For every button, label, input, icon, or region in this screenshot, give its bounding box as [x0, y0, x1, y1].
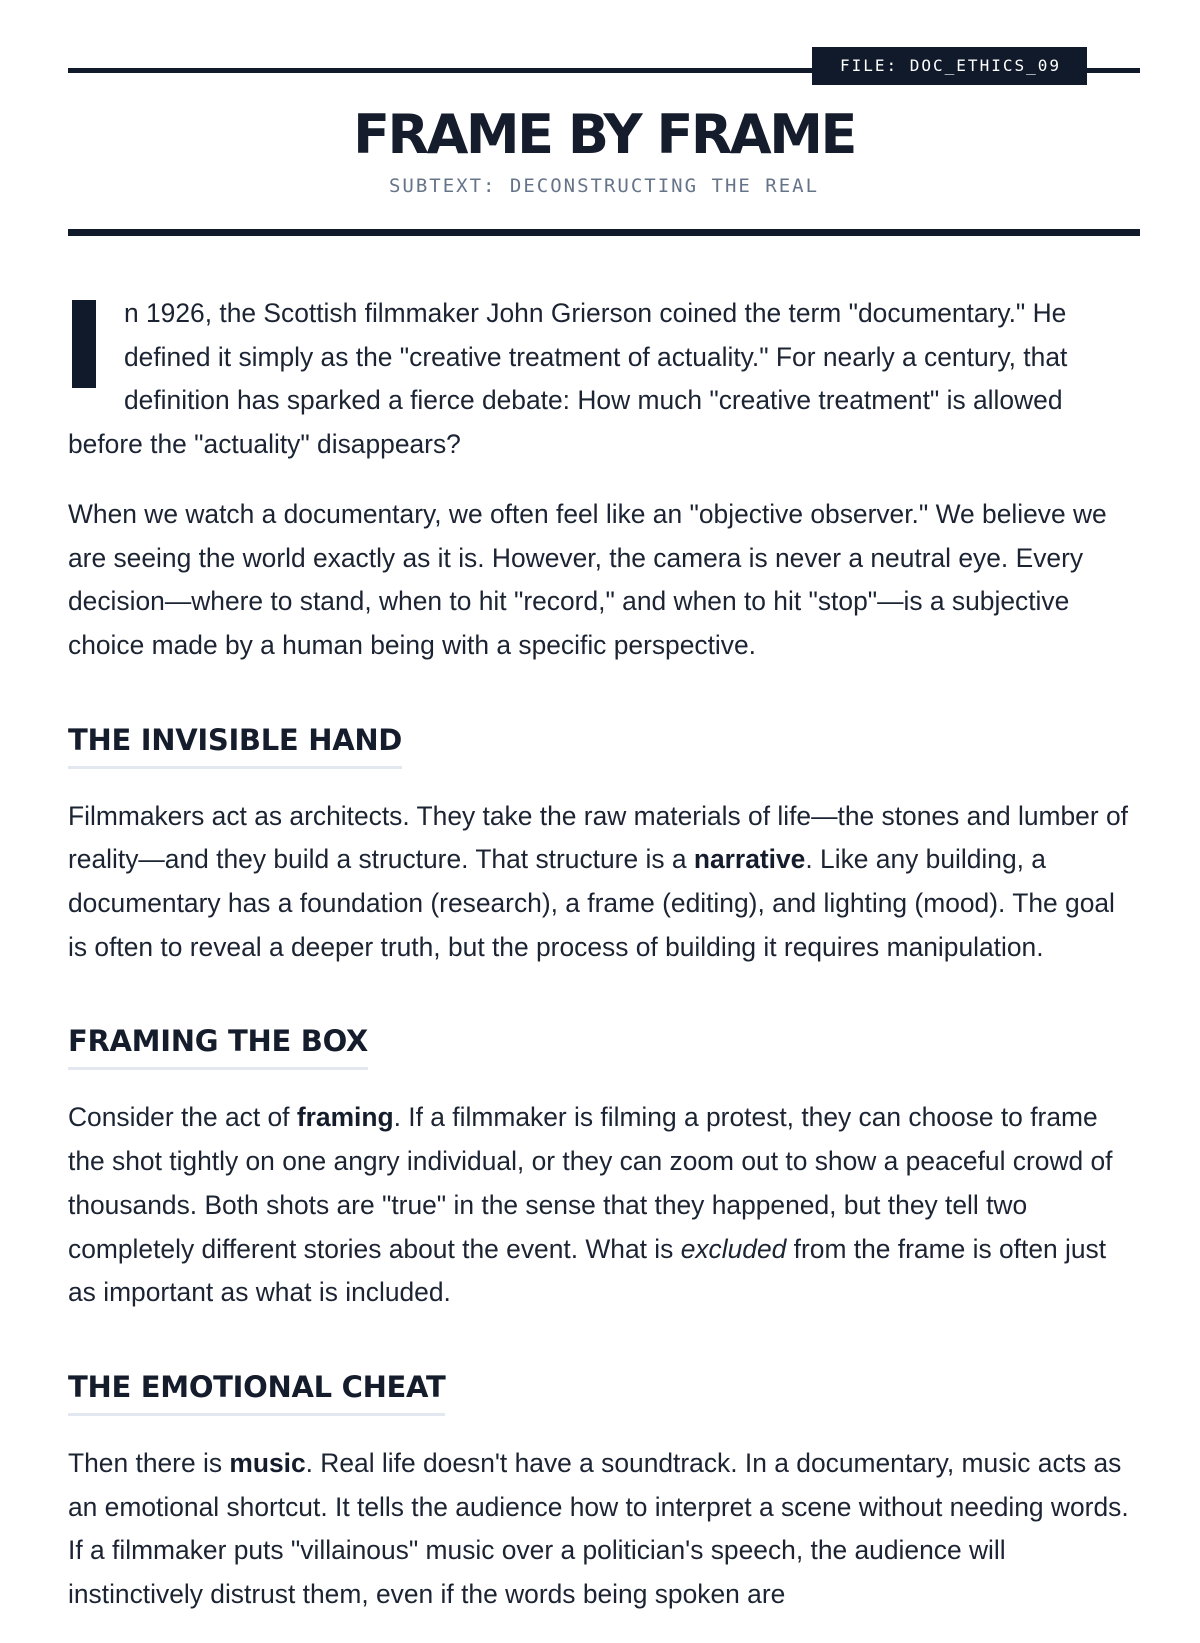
section-paragraph [68, 1096, 1140, 1315]
file-tag: FILE: DOC_ETHICS_09 [812, 47, 1087, 85]
paragraph-text: . If a filmmaker is filming a protest, they can choose to frame the shot tightly on one angry individual, or they can zoom out to show a peaceful crowd of thousands. Both shots are "true" in the sense that they happened, but they tell two completely different stories about the event. What is [68, 1102, 1113, 1264]
section-heading: FRAMING THE BOX [68, 1021, 368, 1070]
drop-cap [72, 300, 96, 388]
section-heading: THE EMOTIONAL CHEAT [68, 1367, 445, 1416]
italic-term: excluded [680, 1233, 787, 1264]
page-subtitle: SUBTEXT: DECONSTRUCTING THE REAL [388, 175, 820, 197]
section-invisible-hand [68, 694, 1140, 970]
article-body [68, 292, 1140, 1617]
paragraph-text: Consider the act of [68, 1102, 297, 1133]
paragraph-text: Then there is [68, 1447, 230, 1478]
bold-term: music [229, 1447, 306, 1478]
intro-paragraph [68, 292, 1140, 467]
section-heading: THE INVISIBLE HAND [68, 720, 402, 769]
section-emotional-cheat [68, 1341, 1140, 1617]
page-title: FRAME BY FRAME [353, 103, 855, 166]
bottom-rule [68, 229, 1140, 236]
section-paragraph [68, 795, 1140, 970]
paragraph-text: from the frame is often just as important as what is included. [68, 1233, 1107, 1308]
intro-paragraph-text: n 1926, the Scottish filmmaker John Grierson coined the term "documentary." He defined it simply as the "creative treatment of actuality." For nearly a century, that definition has sparked a fierce debate: How much "creative treatment" is allowed before the "actuality" disappears? [68, 298, 1068, 460]
bold-term: framing [296, 1102, 394, 1133]
bold-term: narrative [693, 844, 806, 875]
section-paragraph [68, 1442, 1140, 1617]
section-framing-the-box [68, 995, 1140, 1315]
masthead [68, 0, 1140, 236]
paragraph-text: . Like any building, a documentary has a foundation (research), a frame (editing), and lighting (mood). The goal is often to reveal a deeper truth, but the process of building it requires manipulation. [68, 844, 1115, 962]
paragraph-text: . Real life doesn't have a soundtrack. In a documentary, music acts as an emotional shortcut. It tells the audience how to interpret a scene without needing words. If a filmmaker puts "villainous" music over a politician's speech, the audience will instinctively distrust them, even if the words being spoken are [68, 1447, 1129, 1610]
paragraph-text: Filmmakers act as architects. They take the raw materials of life—the stones and lumber of reality—and they build a structure. That structure is a [68, 800, 1128, 875]
observer-paragraph: When we watch a documentary, we often feel like an "objective observer." We believe we are seeing the world exactly as it is. However, the camera is never a neutral eye. Every decision—where to stand, when to hit "record," and when to hit "stop"—is a subjective choice made by a human being with a specific perspective. [68, 498, 1107, 660]
article-page [68, 0, 1140, 1643]
